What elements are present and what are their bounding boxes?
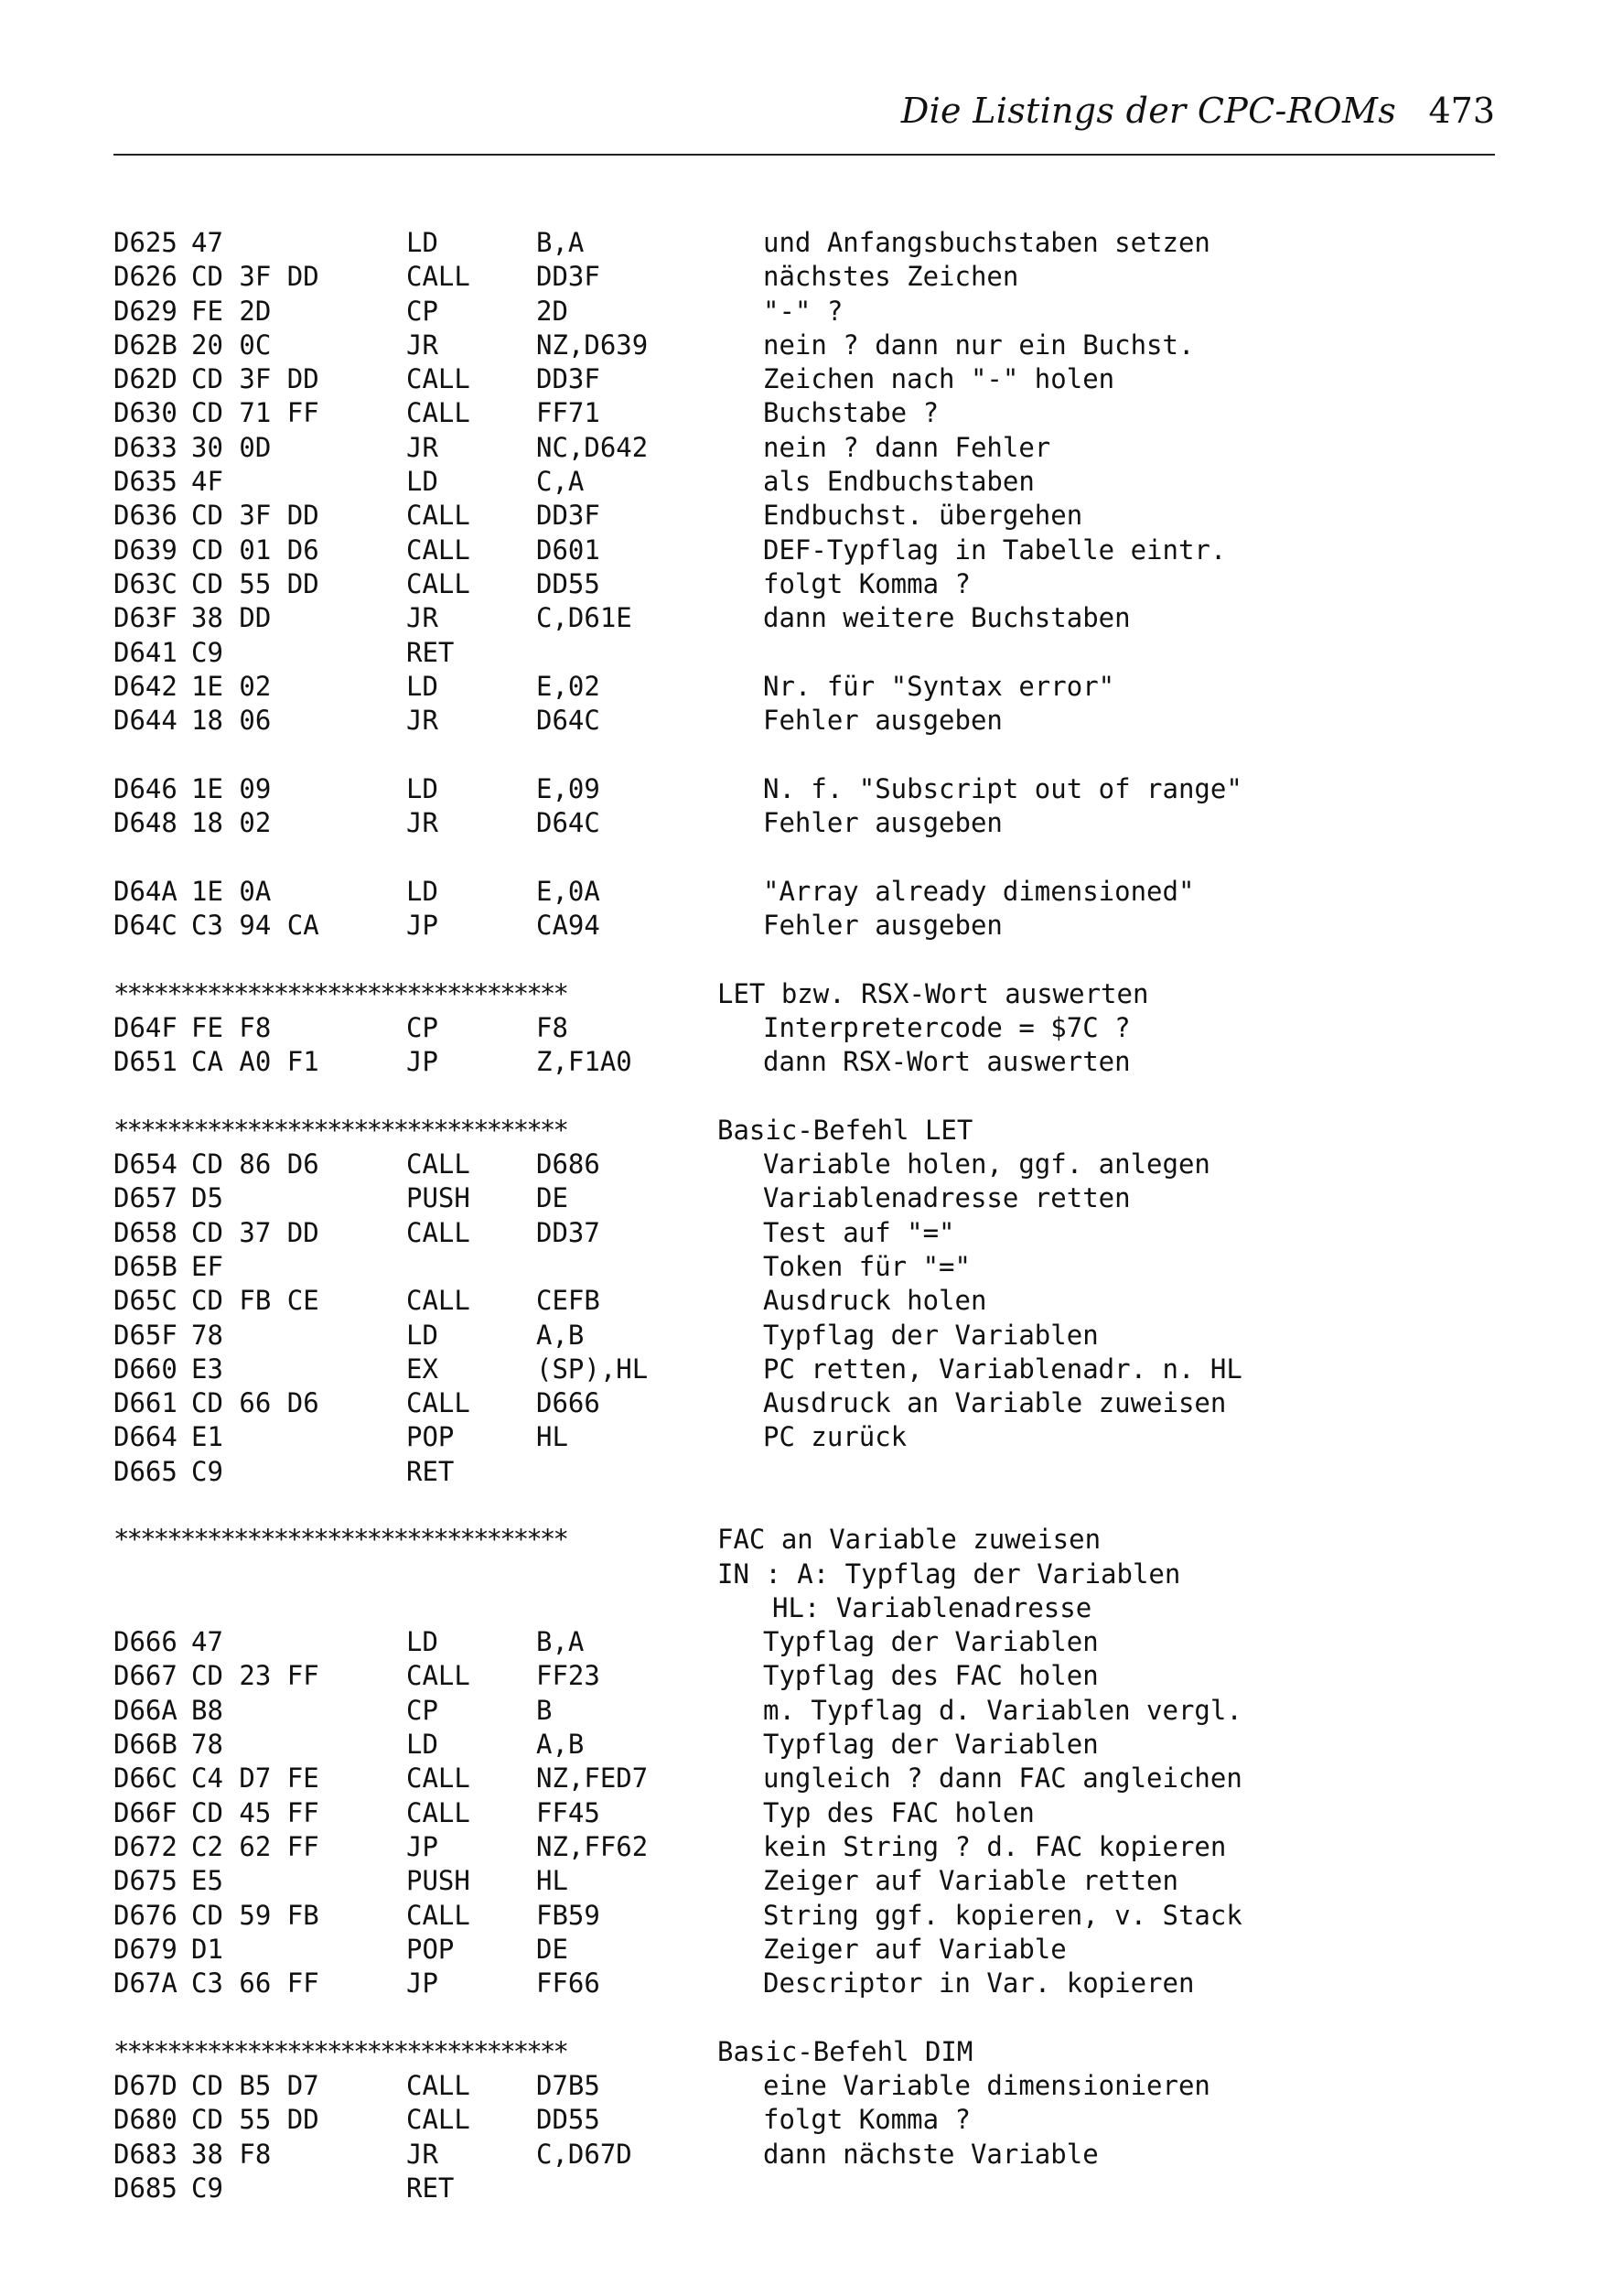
mnemonic: LD bbox=[406, 772, 438, 804]
operand: F8 bbox=[536, 1011, 568, 1043]
address: D654 bbox=[113, 1148, 177, 1180]
listing-row bbox=[113, 637, 1495, 671]
blank-line bbox=[113, 738, 1495, 772]
opcode-bytes: 1E 0A bbox=[191, 875, 272, 907]
comment: folgt Komma ? bbox=[763, 2104, 971, 2136]
operand: NC,D642 bbox=[536, 431, 649, 463]
opcode-bytes: C3 66 FF bbox=[191, 1967, 319, 2000]
address: D679 bbox=[113, 1933, 177, 1965]
mnemonic: POP bbox=[406, 1933, 455, 1965]
opcode-bytes: CD 86 D6 bbox=[191, 1148, 319, 1180]
opcode-bytes: C2 62 FF bbox=[191, 1830, 319, 1862]
address: D646 bbox=[113, 772, 177, 804]
operand: FF71 bbox=[536, 397, 600, 429]
opcode-bytes: EF bbox=[191, 1250, 223, 1282]
opcode-bytes: B8 bbox=[191, 1694, 223, 1726]
comment: nein ? dann nur ein Buchst. bbox=[763, 329, 1195, 361]
mnemonic: CALL bbox=[406, 1387, 470, 1419]
mnemonic: CALL bbox=[406, 397, 470, 429]
operand: DE bbox=[536, 1182, 568, 1214]
comment: dann RSX-Wort auswerten bbox=[763, 1046, 1131, 1078]
listing-row bbox=[113, 432, 1495, 466]
listing-row bbox=[113, 876, 1495, 910]
listing-row bbox=[113, 1182, 1495, 1216]
comment: DEF-Typflag in Tabelle eintr. bbox=[763, 534, 1227, 566]
listing-row bbox=[113, 2104, 1495, 2138]
comment: Variable holen, ggf. anlegen bbox=[763, 1148, 1210, 1180]
mnemonic: JP bbox=[406, 909, 438, 941]
mnemonic: CALL bbox=[406, 1216, 470, 1248]
mnemonic: CALL bbox=[406, 1899, 470, 1931]
listing-row bbox=[113, 2139, 1495, 2172]
listing-row bbox=[113, 466, 1495, 500]
listing-row bbox=[113, 1660, 1495, 1694]
address: D65B bbox=[113, 1250, 177, 1282]
separator-stars: ********************************** bbox=[113, 1524, 567, 1556]
comment: Endbuchst. übergehen bbox=[763, 500, 1083, 532]
address: D64A bbox=[113, 875, 177, 907]
comment: Typflag der Variablen bbox=[763, 1729, 1099, 1761]
section-note bbox=[113, 1558, 1495, 1592]
mnemonic: CALL bbox=[406, 567, 470, 599]
address: D639 bbox=[113, 534, 177, 566]
address: D683 bbox=[113, 2138, 177, 2170]
opcode-bytes: 20 0C bbox=[191, 329, 272, 361]
operand: D7B5 bbox=[536, 2070, 600, 2102]
comment: und Anfangsbuchstaben setzen bbox=[763, 227, 1210, 258]
listing-row bbox=[113, 671, 1495, 705]
opcode-bytes: D1 bbox=[191, 1933, 223, 1965]
address: D630 bbox=[113, 397, 177, 429]
mnemonic: EX bbox=[406, 1353, 438, 1385]
operand: (SP),HL bbox=[536, 1353, 649, 1385]
opcode-bytes: CD 3F DD bbox=[191, 261, 319, 293]
comment: Test auf "=" bbox=[763, 1216, 955, 1248]
operand: A,B bbox=[536, 1729, 585, 1761]
mnemonic: LD bbox=[406, 227, 438, 258]
address: D680 bbox=[113, 2104, 177, 2136]
comment: nächstes Zeichen bbox=[763, 261, 1019, 293]
opcode-bytes: CD 23 FF bbox=[191, 1660, 319, 1692]
address: D665 bbox=[113, 1455, 177, 1487]
operand: A,B bbox=[536, 1319, 585, 1351]
operand: CA94 bbox=[536, 909, 600, 941]
comment: dann weitere Buchstaben bbox=[763, 602, 1131, 634]
section-title: FAC an Variable zuweisen bbox=[717, 1524, 1102, 1556]
separator-stars: ********************************** bbox=[113, 2035, 567, 2067]
operand: NZ,FF62 bbox=[536, 1830, 649, 1862]
mnemonic: CALL bbox=[406, 1660, 470, 1692]
mnemonic: LD bbox=[406, 1626, 438, 1658]
section-header bbox=[113, 1524, 1495, 1558]
opcode-bytes: CD FB CE bbox=[191, 1285, 319, 1317]
opcode-bytes: C9 bbox=[191, 2172, 223, 2204]
opcode-bytes: 47 bbox=[191, 1626, 223, 1658]
listing-row bbox=[113, 1320, 1495, 1353]
address: D661 bbox=[113, 1387, 177, 1419]
operand: DD3F bbox=[536, 363, 600, 395]
mnemonic: LD bbox=[406, 670, 438, 702]
listing-row bbox=[113, 1285, 1495, 1319]
comment: Interpretercode = $7C ? bbox=[763, 1011, 1131, 1043]
opcode-bytes: CD 55 DD bbox=[191, 567, 319, 599]
listing-row bbox=[113, 363, 1495, 397]
listing-row bbox=[113, 1695, 1495, 1729]
operand: C,D67D bbox=[536, 2138, 632, 2170]
listing-row bbox=[113, 1797, 1495, 1831]
mnemonic: CP bbox=[406, 1011, 438, 1043]
mnemonic: PUSH bbox=[406, 1865, 470, 1897]
listing-row bbox=[113, 227, 1495, 261]
opcode-bytes: 38 F8 bbox=[191, 2138, 272, 2170]
opcode-bytes: CD 37 DD bbox=[191, 1216, 319, 1248]
opcode-bytes: 38 DD bbox=[191, 602, 272, 634]
operand: FB59 bbox=[536, 1899, 600, 1931]
operand: B,A bbox=[536, 1626, 585, 1658]
opcode-bytes: FE F8 bbox=[191, 1011, 272, 1043]
listing-row bbox=[113, 1387, 1495, 1421]
opcode-bytes: 18 02 bbox=[191, 807, 272, 839]
comment: nein ? dann Fehler bbox=[763, 431, 1051, 463]
operand: E,0A bbox=[536, 875, 600, 907]
mnemonic: JR bbox=[406, 329, 438, 361]
address: D641 bbox=[113, 636, 177, 668]
section-note bbox=[113, 1592, 1495, 1626]
mnemonic: CALL bbox=[406, 500, 470, 532]
address: D64C bbox=[113, 909, 177, 941]
listing-row bbox=[113, 2070, 1495, 2104]
comment: Typflag der Variablen bbox=[763, 1319, 1099, 1351]
opcode-bytes: C4 D7 FE bbox=[191, 1762, 319, 1795]
listing-row bbox=[113, 1456, 1495, 1490]
operand: DD37 bbox=[536, 1216, 600, 1248]
mnemonic: LD bbox=[406, 1729, 438, 1761]
address: D66A bbox=[113, 1694, 177, 1726]
listing-row bbox=[113, 1148, 1495, 1182]
operand: NZ,D639 bbox=[536, 329, 649, 361]
comment: dann nächste Variable bbox=[763, 2138, 1099, 2170]
address: D62D bbox=[113, 363, 177, 395]
mnemonic: JP bbox=[406, 1046, 438, 1078]
opcode-bytes: CA A0 F1 bbox=[191, 1046, 319, 1078]
comment: PC retten, Variablenadr. n. HL bbox=[763, 1353, 1242, 1385]
operand: DD3F bbox=[536, 261, 600, 293]
address: D65F bbox=[113, 1319, 177, 1351]
address: D664 bbox=[113, 1421, 177, 1453]
comment: String ggf. kopieren, v. Stack bbox=[763, 1899, 1242, 1931]
operand: B,A bbox=[536, 227, 585, 258]
operand: C,A bbox=[536, 466, 585, 498]
mnemonic: JR bbox=[406, 807, 438, 839]
opcode-bytes: C9 bbox=[191, 636, 223, 668]
address: D642 bbox=[113, 670, 177, 702]
comment: Nr. für "Syntax error" bbox=[763, 670, 1115, 702]
mnemonic: JP bbox=[406, 1967, 438, 2000]
listing-row bbox=[113, 397, 1495, 431]
address: D644 bbox=[113, 705, 177, 737]
opcode-bytes: 30 0D bbox=[191, 431, 272, 463]
mnemonic: JR bbox=[406, 705, 438, 737]
operand: D666 bbox=[536, 1387, 600, 1419]
mnemonic: LD bbox=[406, 1319, 438, 1351]
operand: E,02 bbox=[536, 670, 600, 702]
comment: PC zurück bbox=[763, 1421, 908, 1453]
mnemonic: CP bbox=[406, 1694, 438, 1726]
address: D65C bbox=[113, 1285, 177, 1317]
mnemonic: CALL bbox=[406, 2070, 470, 2102]
comment: Zeiger auf Variable bbox=[763, 1933, 1067, 1965]
address: D63C bbox=[113, 567, 177, 599]
operand: FF45 bbox=[536, 1796, 600, 1828]
mnemonic: CALL bbox=[406, 1762, 470, 1795]
address: D648 bbox=[113, 807, 177, 839]
comment: Variablenadresse retten bbox=[763, 1182, 1131, 1214]
listing-row bbox=[113, 261, 1495, 295]
listing-row bbox=[113, 1831, 1495, 1865]
address: D66C bbox=[113, 1762, 177, 1795]
mnemonic: CALL bbox=[406, 1148, 470, 1180]
listing-row bbox=[113, 910, 1495, 943]
address: D657 bbox=[113, 1182, 177, 1214]
opcode-bytes: 1E 09 bbox=[191, 772, 272, 804]
mnemonic: CALL bbox=[406, 1285, 470, 1317]
opcode-bytes: CD 45 FF bbox=[191, 1796, 319, 1828]
mnemonic: RET bbox=[406, 2172, 455, 2204]
mnemonic: CALL bbox=[406, 2104, 470, 2136]
listing-row bbox=[113, 568, 1495, 602]
comment: Descriptor in Var. kopieren bbox=[763, 1967, 1195, 2000]
address: D66B bbox=[113, 1729, 177, 1761]
operand: D686 bbox=[536, 1148, 600, 1180]
separator-stars: ********************************** bbox=[113, 1114, 567, 1146]
page-number: 473 bbox=[1428, 91, 1495, 131]
opcode-bytes: CD 59 FB bbox=[191, 1899, 319, 1931]
comment: "Array already dimensioned" bbox=[763, 875, 1195, 907]
opcode-bytes: 18 06 bbox=[191, 705, 272, 737]
opcode-bytes: 47 bbox=[191, 227, 223, 258]
mnemonic: PUSH bbox=[406, 1182, 470, 1214]
blank-line bbox=[113, 1490, 1495, 1524]
mnemonic: CALL bbox=[406, 363, 470, 395]
address: D658 bbox=[113, 1216, 177, 1248]
listing-row bbox=[113, 296, 1495, 329]
operand: D601 bbox=[536, 534, 600, 566]
opcode-bytes: CD 3F DD bbox=[191, 363, 319, 395]
section-header bbox=[113, 978, 1495, 1012]
blank-line bbox=[113, 841, 1495, 875]
listing-row bbox=[113, 1934, 1495, 1967]
comment: "-" ? bbox=[763, 295, 844, 327]
listing-row bbox=[113, 602, 1495, 636]
address: D66F bbox=[113, 1796, 177, 1828]
comment: Token für "=" bbox=[763, 1250, 971, 1282]
address: D636 bbox=[113, 500, 177, 532]
opcode-bytes: CD 3F DD bbox=[191, 500, 319, 532]
address: D626 bbox=[113, 261, 177, 293]
operand: HL bbox=[536, 1865, 568, 1897]
comment: Fehler ausgeben bbox=[763, 909, 1003, 941]
section-title: Basic-Befehl LET bbox=[717, 1114, 973, 1146]
listing-row bbox=[113, 534, 1495, 568]
address: D635 bbox=[113, 466, 177, 498]
comment: folgt Komma ? bbox=[763, 567, 971, 599]
mnemonic: CALL bbox=[406, 1796, 470, 1828]
opcode-bytes: 78 bbox=[191, 1319, 223, 1351]
operand: FF23 bbox=[536, 1660, 600, 1692]
mnemonic: JR bbox=[406, 431, 438, 463]
address: D67A bbox=[113, 1967, 177, 2000]
listing-row bbox=[113, 1217, 1495, 1251]
separator-stars: ********************************** bbox=[113, 977, 567, 1009]
section-title: LET bzw. RSX-Wort auswerten bbox=[717, 977, 1149, 1009]
operand: CEFB bbox=[536, 1285, 600, 1317]
listing-row bbox=[113, 1353, 1495, 1387]
operand: DD55 bbox=[536, 2104, 600, 2136]
opcode-bytes: CD 66 D6 bbox=[191, 1387, 319, 1419]
mnemonic: RET bbox=[406, 1455, 455, 1487]
section-note-text: IN : A: Typflag der Variablen bbox=[717, 1558, 1181, 1590]
listing-row bbox=[113, 500, 1495, 534]
listing-row bbox=[113, 1012, 1495, 1046]
address: D63F bbox=[113, 602, 177, 634]
section-title: Basic-Befehl DIM bbox=[717, 2035, 973, 2067]
comment: als Endbuchstaben bbox=[763, 466, 1035, 498]
header-rule bbox=[113, 154, 1495, 156]
comment: kein String ? d. FAC kopieren bbox=[763, 1830, 1227, 1862]
blank-line bbox=[113, 1080, 1495, 1114]
comment: Ausdruck an Variable zuweisen bbox=[763, 1387, 1227, 1419]
section-header bbox=[113, 1115, 1495, 1148]
operand: FF66 bbox=[536, 1967, 600, 2000]
comment: Buchstabe ? bbox=[763, 397, 940, 429]
listing-row bbox=[113, 1421, 1495, 1455]
blank-line bbox=[113, 943, 1495, 977]
address: D675 bbox=[113, 1865, 177, 1897]
listing-row bbox=[113, 1046, 1495, 1080]
address: D651 bbox=[113, 1046, 177, 1078]
mnemonic: LD bbox=[406, 875, 438, 907]
comment: Fehler ausgeben bbox=[763, 807, 1003, 839]
mnemonic: CALL bbox=[406, 261, 470, 293]
opcode-bytes: CD 71 FF bbox=[191, 397, 319, 429]
opcode-bytes: 4F bbox=[191, 466, 223, 498]
address: D62B bbox=[113, 329, 177, 361]
opcode-bytes: E3 bbox=[191, 1353, 223, 1385]
mnemonic: RET bbox=[406, 636, 455, 668]
address: D629 bbox=[113, 295, 177, 327]
address: D633 bbox=[113, 431, 177, 463]
operand: DE bbox=[536, 1933, 568, 1965]
address: D625 bbox=[113, 227, 177, 258]
listing-row bbox=[113, 329, 1495, 363]
opcode-bytes: E1 bbox=[191, 1421, 223, 1453]
mnemonic: CP bbox=[406, 295, 438, 327]
comment: Fehler ausgeben bbox=[763, 705, 1003, 737]
opcode-bytes: 78 bbox=[191, 1729, 223, 1761]
blank-line bbox=[113, 2001, 1495, 2035]
opcode-bytes: 1E 02 bbox=[191, 670, 272, 702]
opcode-bytes: C9 bbox=[191, 1455, 223, 1487]
operand: DD3F bbox=[536, 500, 600, 532]
mnemonic: POP bbox=[406, 1421, 455, 1453]
operand: E,09 bbox=[536, 772, 600, 804]
comment: Typflag des FAC holen bbox=[763, 1660, 1099, 1692]
section-header bbox=[113, 2036, 1495, 2070]
operand: HL bbox=[536, 1421, 568, 1453]
listing-row bbox=[113, 1900, 1495, 1934]
listing-row bbox=[113, 705, 1495, 738]
address: D667 bbox=[113, 1660, 177, 1692]
operand: B bbox=[536, 1694, 553, 1726]
listing-row bbox=[113, 1626, 1495, 1660]
comment: Typflag der Variablen bbox=[763, 1626, 1099, 1658]
address: D660 bbox=[113, 1353, 177, 1385]
comment: Ausdruck holen bbox=[763, 1285, 987, 1317]
address: D64F bbox=[113, 1011, 177, 1043]
address: D685 bbox=[113, 2172, 177, 2204]
operand: Z,F1A0 bbox=[536, 1046, 632, 1078]
opcode-bytes: E5 bbox=[191, 1865, 223, 1897]
assembly-listing bbox=[113, 227, 1495, 2206]
comment: Zeichen nach "-" holen bbox=[763, 363, 1115, 395]
opcode-bytes: D5 bbox=[191, 1182, 223, 1214]
operand: 2D bbox=[536, 295, 568, 327]
comment: eine Variable dimensionieren bbox=[763, 2070, 1210, 2102]
comment: Zeiger auf Variable retten bbox=[763, 1865, 1178, 1897]
opcode-bytes: C3 94 CA bbox=[191, 909, 319, 941]
operand: D64C bbox=[536, 807, 600, 839]
page-header bbox=[113, 87, 1495, 142]
listing-row bbox=[113, 1967, 1495, 2001]
listing-row bbox=[113, 1762, 1495, 1796]
operand: D64C bbox=[536, 705, 600, 737]
opcode-bytes: CD 01 D6 bbox=[191, 534, 319, 566]
mnemonic: JR bbox=[406, 2138, 438, 2170]
operand: NZ,FED7 bbox=[536, 1762, 649, 1795]
operand: C,D61E bbox=[536, 602, 632, 634]
listing-row bbox=[113, 2172, 1495, 2206]
section-note-text: HL: Variablenadresse bbox=[772, 1591, 1092, 1623]
operand: DD55 bbox=[536, 567, 600, 599]
comment: Typ des FAC holen bbox=[763, 1796, 1035, 1828]
opcode-bytes: CD 55 DD bbox=[191, 2104, 319, 2136]
comment: m. Typflag d. Variablen vergl. bbox=[763, 1694, 1242, 1726]
mnemonic: LD bbox=[406, 466, 438, 498]
comment: N. f. "Subscript out of range" bbox=[763, 772, 1242, 804]
mnemonic: JR bbox=[406, 602, 438, 634]
mnemonic: CALL bbox=[406, 534, 470, 566]
listing-row bbox=[113, 1865, 1495, 1899]
mnemonic: JP bbox=[406, 1830, 438, 1862]
comment: ungleich ? dann FAC angleichen bbox=[763, 1762, 1242, 1795]
opcode-bytes: FE 2D bbox=[191, 295, 272, 327]
running-title: Die Listings der CPC-ROMs bbox=[900, 91, 1396, 131]
address: D67D bbox=[113, 2070, 177, 2102]
address: D666 bbox=[113, 1626, 177, 1658]
listing-row bbox=[113, 773, 1495, 807]
address: D676 bbox=[113, 1899, 177, 1931]
listing-row bbox=[113, 807, 1495, 841]
listing-row bbox=[113, 1729, 1495, 1762]
listing-row bbox=[113, 1251, 1495, 1285]
opcode-bytes: CD B5 D7 bbox=[191, 2070, 319, 2102]
address: D672 bbox=[113, 1830, 177, 1862]
